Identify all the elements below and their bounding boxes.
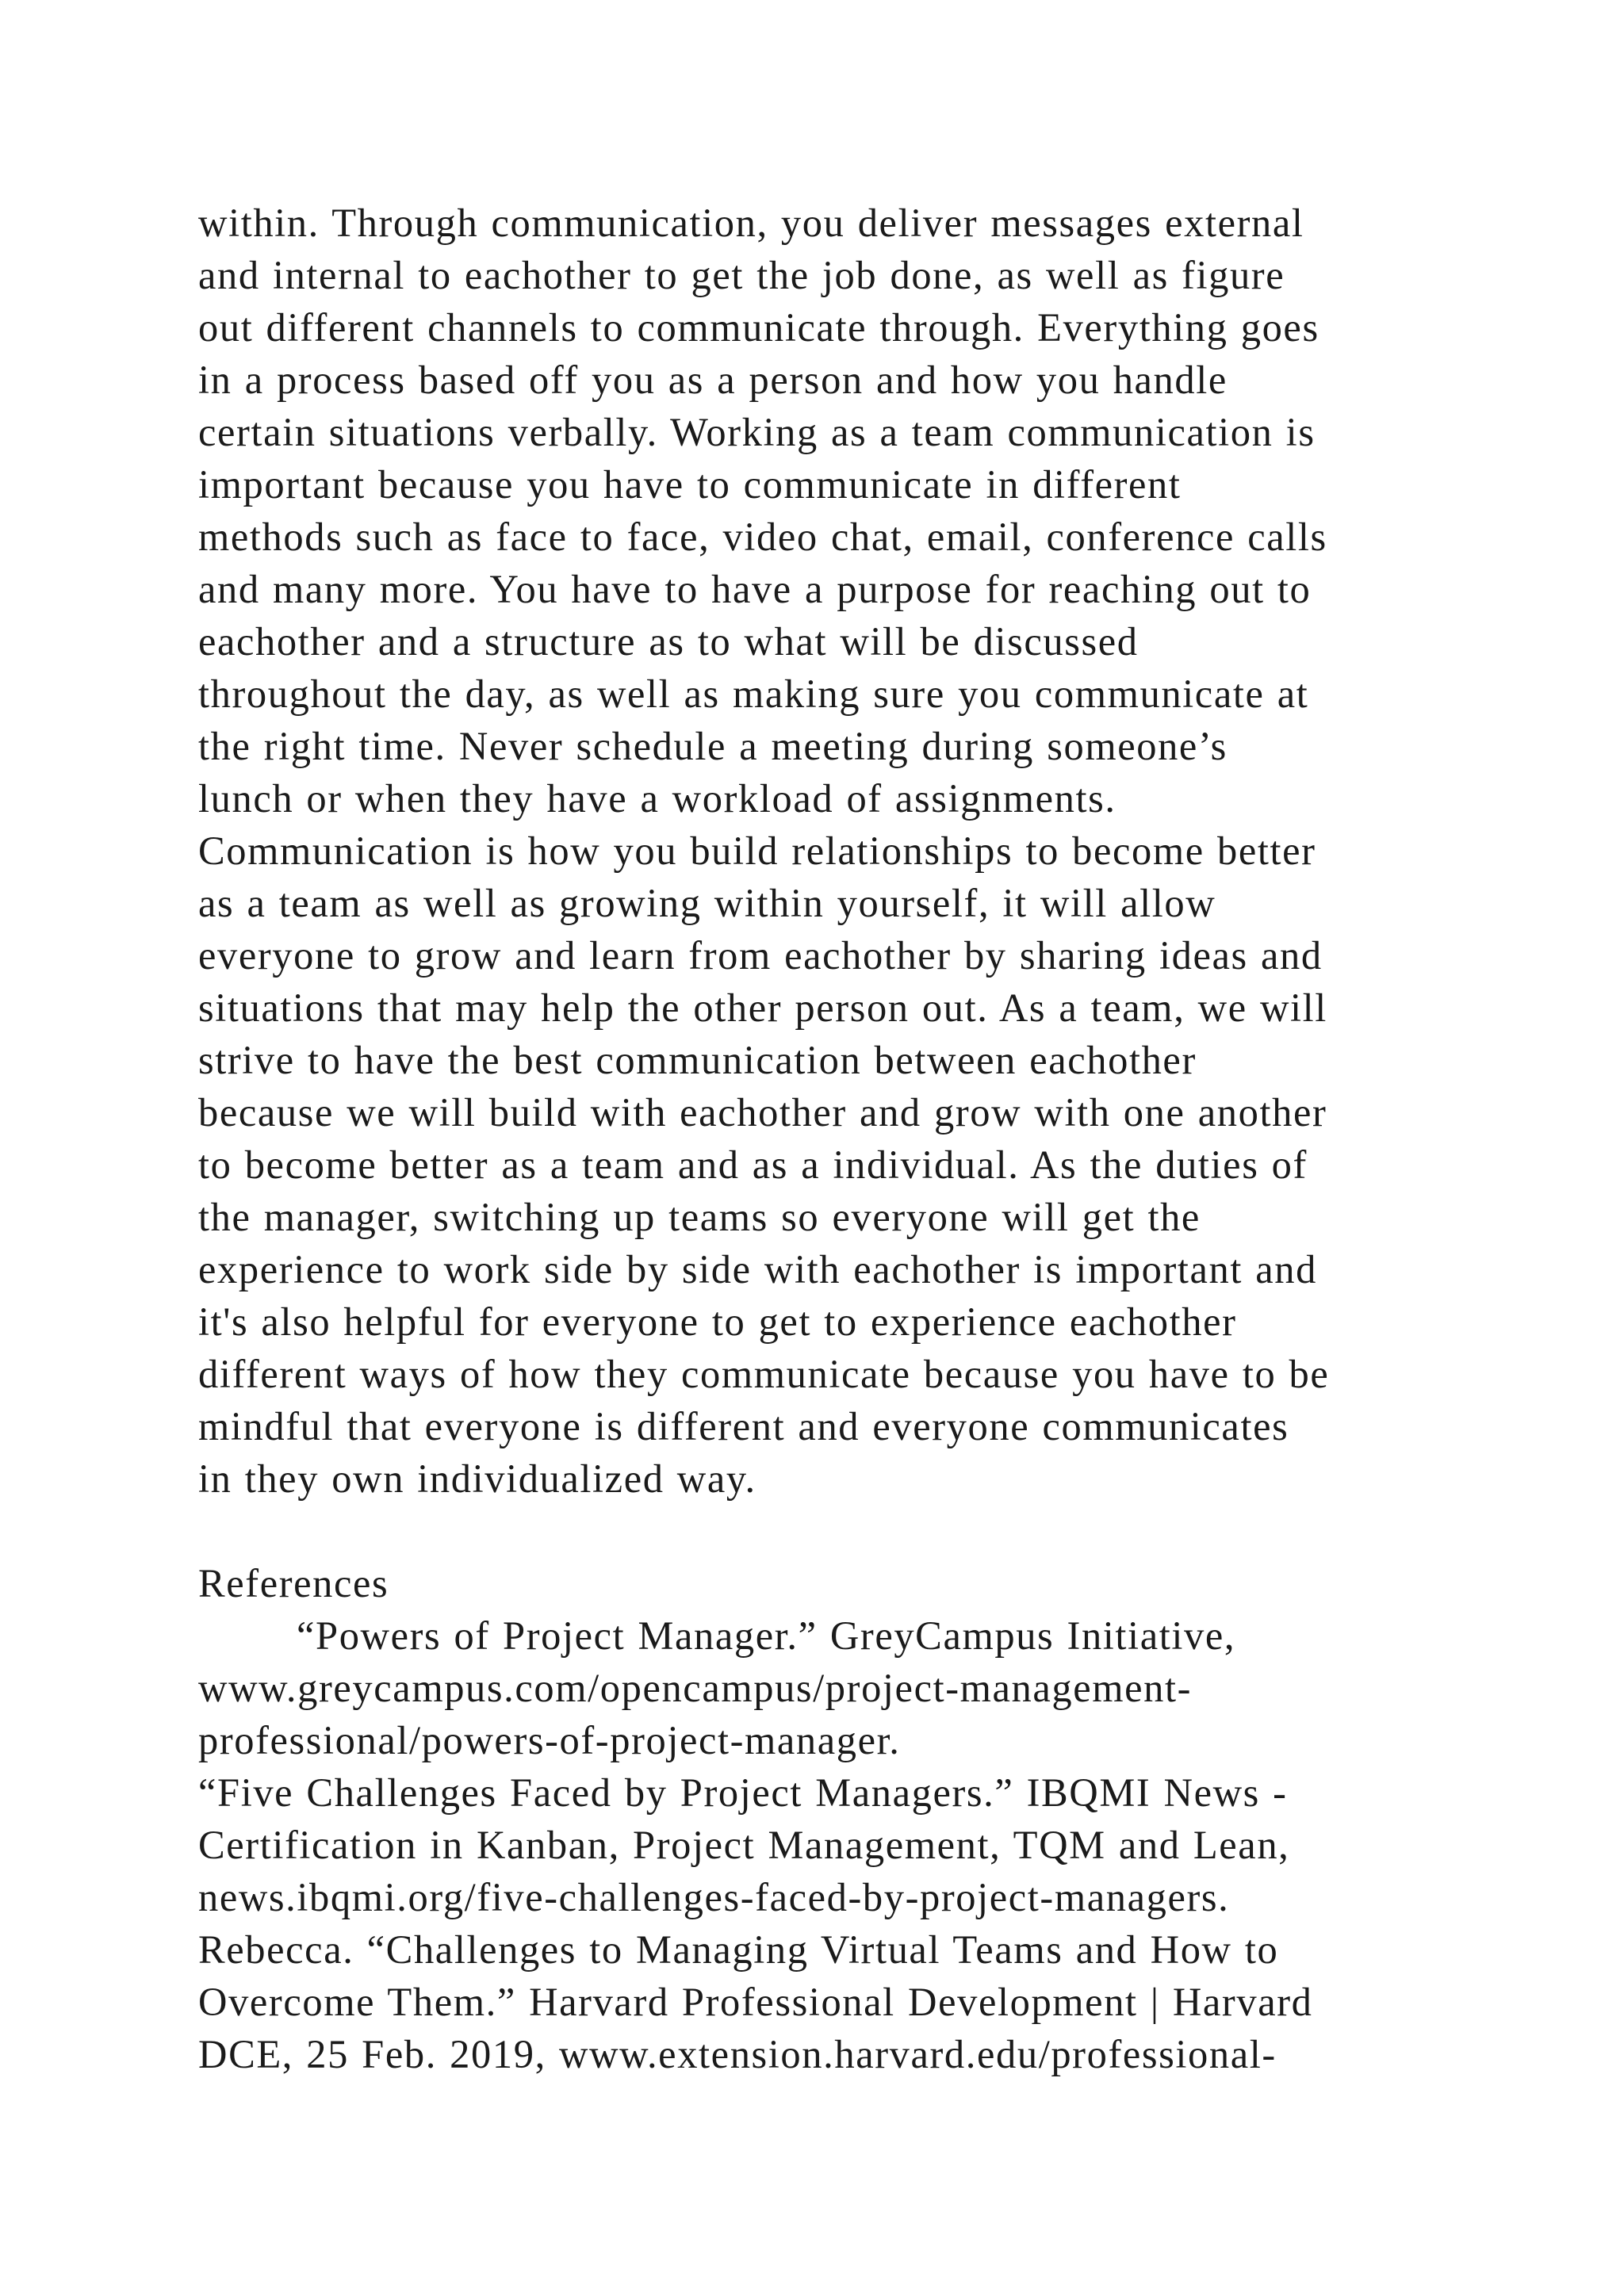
body-line: mindful that everyone is different and everyone communicates [198,1404,1289,1448]
reference-line: “Powers of Project Manager.” GreyCampus Initiative, [297,1613,1236,1658]
body-line: important because you have to communicate in different [198,462,1182,507]
body-line: everyone to grow and learn from eachother by sharing ideas and [198,933,1323,978]
body-line: Communication is how you build relationships to become better [198,828,1316,873]
reference-line: news.ibqmi.org/five-challenges-faced-by-project-managers. [198,1875,1230,1919]
body-line: different ways of how they communicate because you have to be [198,1352,1330,1396]
body-line: as a team as well as growing within yourself, it will allow [198,881,1216,925]
paragraph-spacer [198,1505,1499,1557]
body-line: eachother and a structure as to what will be discussed [198,619,1139,664]
body-line: and many more. You have to have a purpose for reaching out to [198,567,1312,611]
reference-line: www.greycampus.com/opencampus/project-management- [198,1666,1193,1710]
document-text [198,197,1499,2080]
body-line: because we will build with eachother and grow with one another [198,1090,1327,1135]
reference-line: Certification in Kanban, Project Management, TQM and Lean, [198,1823,1290,1867]
reference-line: DCE, 25 Feb. 2019, www.extension.harvard.edu/professional- [198,2032,1277,2076]
reference-line: Rebecca. “Challenges to Managing Virtual Teams and How to [198,1927,1279,1972]
reference-line: professional/powers-of-project-manager. [198,1718,901,1762]
body-line: the manager, switching up teams so everyone will get the [198,1195,1201,1239]
body-line: certain situations verbally. Working as a team communication is [198,410,1316,454]
body-line: out different channels to communicate through. Everything goes [198,305,1320,350]
body-line: in a process based off you as a person and how you handle [198,358,1228,402]
body-line: in they own individualized way. [198,1456,756,1501]
body-line: throughout the day, as well as making sure you communicate at [198,672,1309,716]
body-line: experience to work side by side with eachother is important and [198,1247,1317,1292]
body-line: within. Through communication, you deliver messages external [198,201,1304,245]
body-line: the right time. Never schedule a meeting during someone’s [198,724,1228,768]
body-line: to become better as a team and as a individual. As the duties of [198,1142,1308,1187]
body-line: lunch or when they have a workload of assignments. [198,776,1116,821]
body-line: situations that may help the other person out. As a team, we will [198,985,1327,1030]
reference-line: Overcome Them.” Harvard Professional Development | Harvard [198,1980,1313,2024]
reference-line: “Five Challenges Faced by Project Managers.” IBQMI News - [198,1770,1288,1815]
body-line: methods such as face to face, video chat, email, conference calls [198,515,1327,559]
body-line: it's also helpful for everyone to get to experience eachother [198,1299,1237,1344]
references-heading: References [198,1561,389,1605]
body-line: and internal to eachother to get the job done, as well as figure [198,253,1285,297]
body-line: strive to have the best communication between eachother [198,1038,1197,1082]
